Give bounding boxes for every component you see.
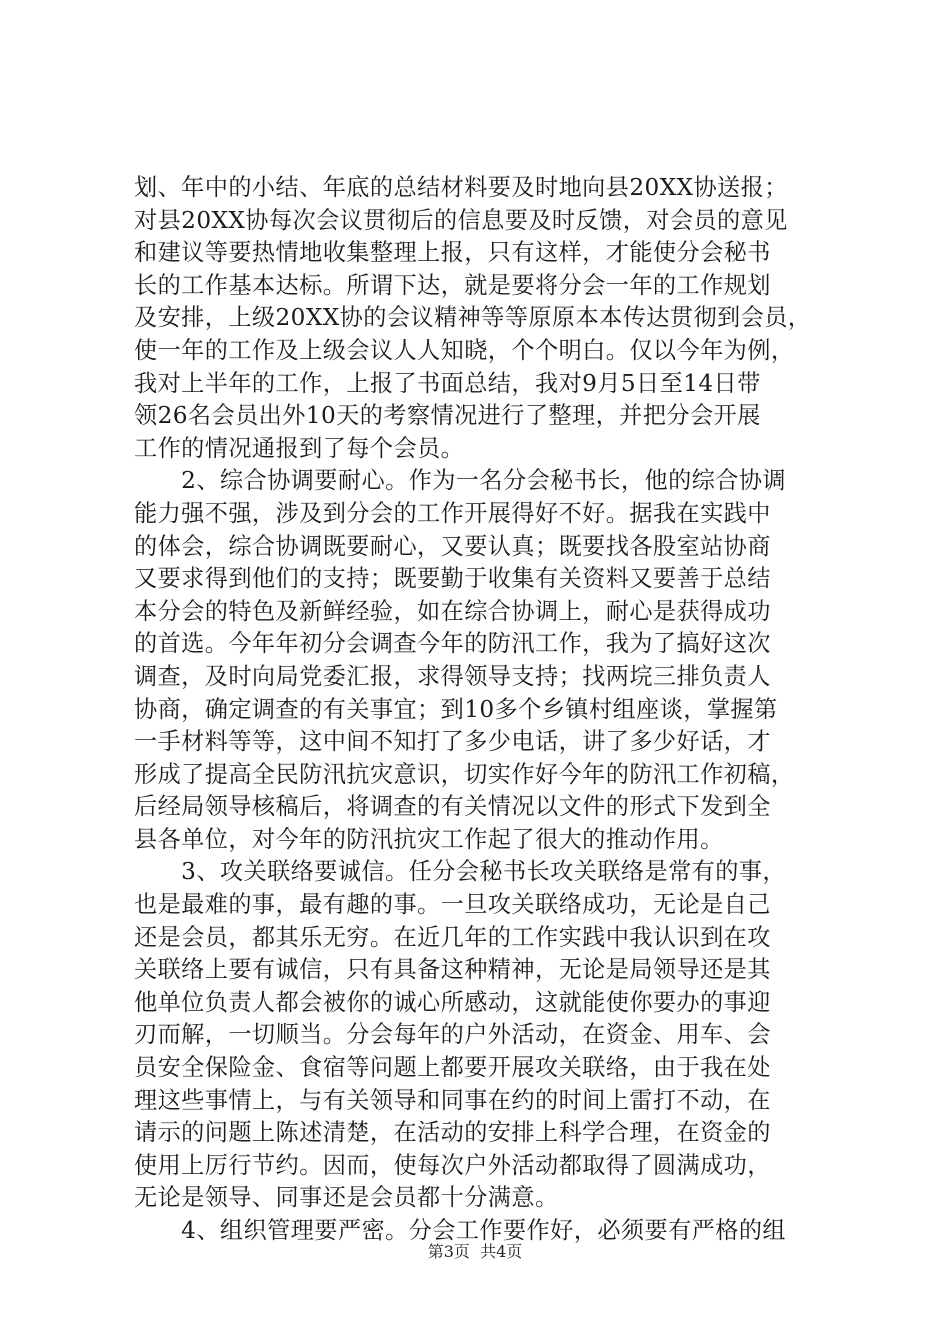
text-line: 2、综合协调要耐心。作为一名分会秘书长，他的综合协调: [134, 467, 787, 495]
text-line: 无论是领导、同事还是会员都十分满意。: [134, 1184, 559, 1212]
text-line: 县各单位，对今年的防汛抗灾工作起了很大的推动作用。: [134, 825, 724, 853]
text-line: 3、攻关联络要诚信。任分会秘书长攻关联络是常有的事，: [134, 858, 787, 886]
text-line: 刃而解，一切顺当。分会每年的户外活动，在资金、用车、会: [134, 1021, 771, 1049]
text-line: 协商，确定调查的有关事宜；到10多个乡镇村组座谈，掌握第: [134, 695, 778, 723]
text-line: 形成了提高全民防汛抗灾意识，切实作好今年的防汛工作初稿，: [134, 760, 795, 788]
text-line: 长的工作基本达标。所谓下达，就是要将分会一年的工作规划: [134, 271, 771, 299]
text-line: 和建议等要热情地收集整理上报，只有这样，才能使分会秘书: [134, 239, 771, 267]
text-line: 的首选。今年年初分会调查今年的防汛工作，我为了搞好这次: [134, 630, 771, 658]
text-line: 调查，及时向局党委汇报，求得领导支持；找两垸三排负责人: [134, 662, 771, 690]
text-line: 理这些事情上，与有关领导和同事在约的时间上雷打不动，在: [134, 1086, 771, 1114]
page-footer: 第3页 共4页: [427, 1242, 523, 1261]
text-line: 请示的问题上陈述清楚，在活动的安排上科学合理，在资金的: [134, 1119, 771, 1147]
text-line: 工作的情况通报到了每个会员。: [134, 434, 465, 462]
text-line: 对县20XX协每次会议贯彻后的信息要及时反馈，对会员的意见: [134, 206, 788, 234]
text-line: 4、组织管理要严密。分会工作要作好，必须要有严格的组: [134, 1217, 787, 1244]
text-line: 也是最难的事，最有趣的事。一旦攻关联络成功，无论是自己: [134, 891, 771, 919]
text-line: 员安全保险金、食宿等问题上都要开展攻关联络，由于我在处: [134, 1054, 771, 1082]
text-line: 一手材料等等，这中间不知打了多少电话，讲了多少好话，才: [134, 728, 771, 756]
text-line: 及安排，上级20XX协的会议精神等等原原本本传达贯彻到会员，: [134, 304, 812, 332]
text-line: 他单位负责人都会被你的诚心所感动，这就能使你要办的事迎: [134, 988, 771, 1016]
text-line: 还是会员，都其乐无穷。在近几年的工作实践中我认识到在攻: [134, 923, 771, 951]
text-line: 后经局领导核稿后，将调查的有关情况以文件的形式下发到全: [134, 793, 771, 821]
text-line: 划、年中的小结、年底的总结材料要及时地向县20XX协送报；: [134, 174, 788, 201]
text-line: 我对上半年的工作，上报了书面总结，我对9月5日至14日带: [134, 369, 761, 397]
text-line: 能力强不强，涉及到分会的工作开展得好不好。据我在实践中: [134, 499, 771, 527]
text-line: 又要求得到他们的支持；既要勤于收集有关资料又要善于总结: [134, 565, 771, 593]
text-line: 领26名会员出外10天的考察情况进行了整理，并把分会开展: [134, 402, 761, 430]
text-line: 使用上厉行节约。因而，使每次户外活动都取得了圆满成功，: [134, 1151, 771, 1179]
text-line: 的体会，综合协调既要耐心，又要认真；既要找各股室站协商: [134, 532, 771, 560]
text-line: 本分会的特色及新鲜经验，如在综合协调上，耐心是获得成功: [134, 597, 771, 625]
text-line: 使一年的工作及上级会议人人知晓，个个明白。仅以今年为例，: [134, 336, 795, 364]
text-line: 关联络上要有诚信，只有具备这种精神，无论是局领导还是其: [134, 956, 771, 984]
body-text: [134, 172, 834, 1248]
